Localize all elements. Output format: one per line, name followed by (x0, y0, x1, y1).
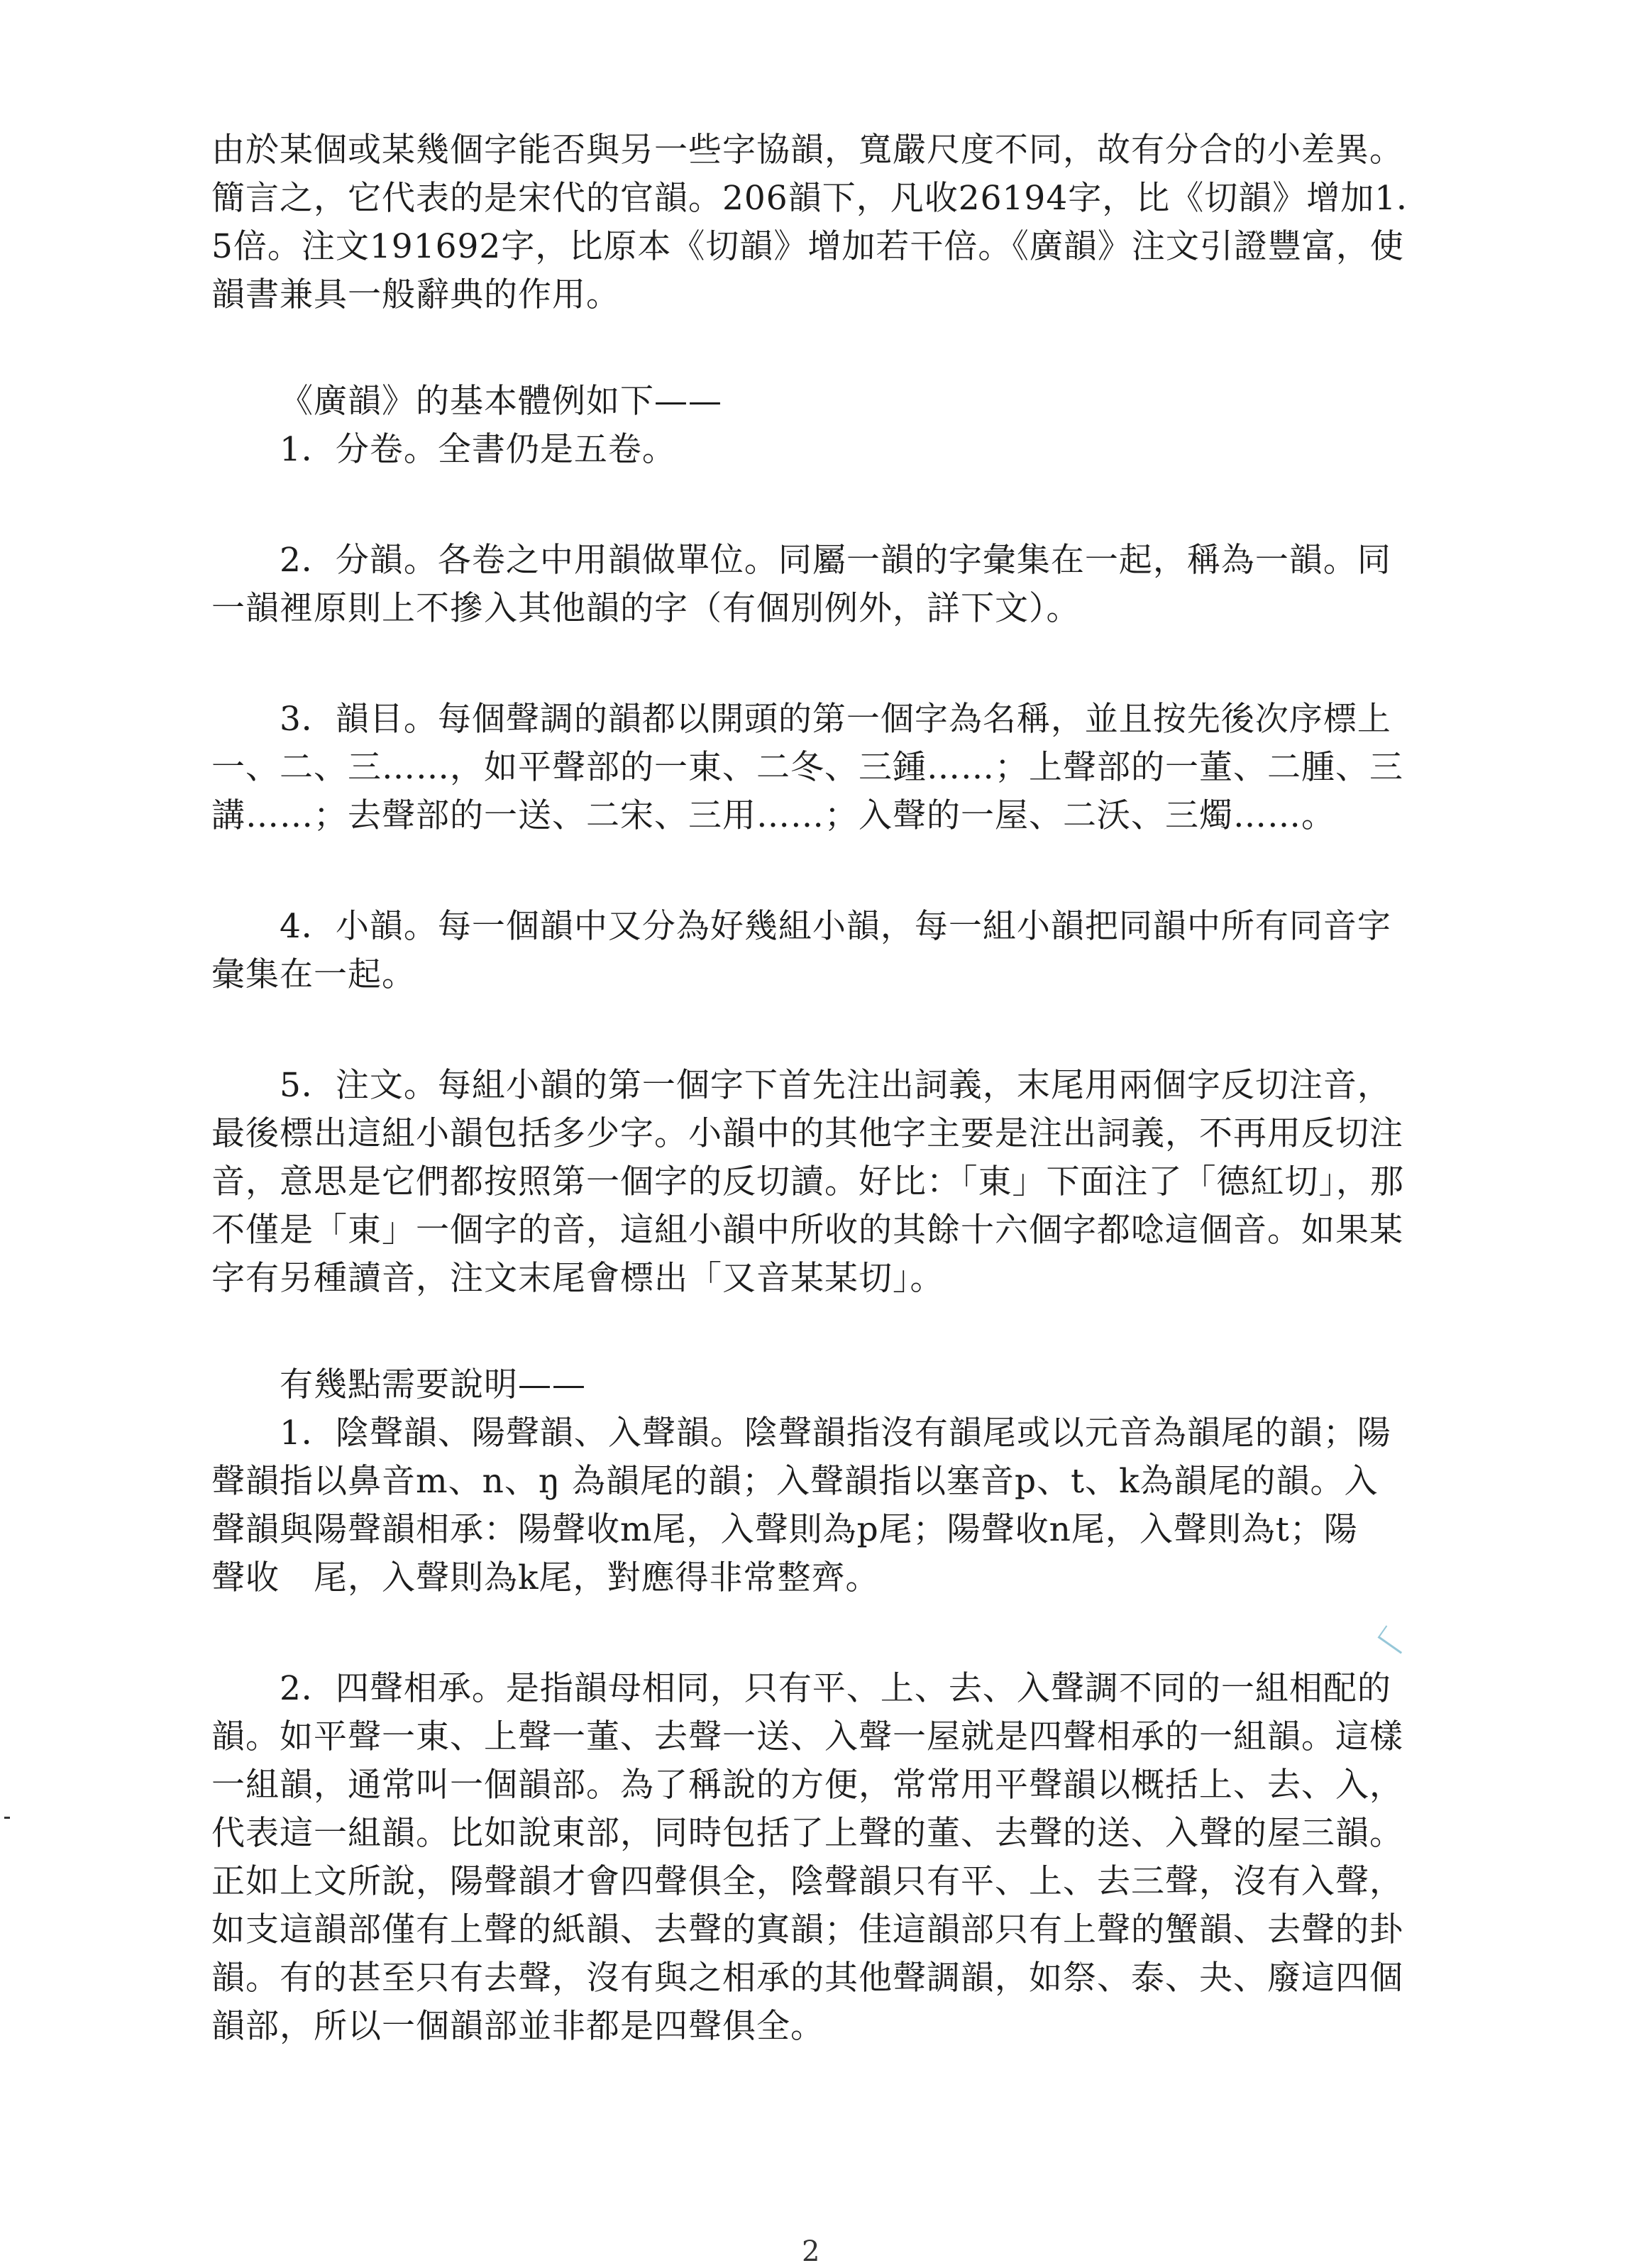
text-line: 一組韻，通常叫一個韻部。為了稱說的方便，常常用平聲韻以概括上、去、入， (211, 1766, 1403, 1805)
text-line: 韻。有的甚至只有去聲，沒有與之相承的其他聲調韻，如祭、泰、夬、廢這四個 (211, 1959, 1403, 1998)
text-line: 1．陰聲韻、陽聲韻、入聲韻。陰聲韻指沒有韻尾或以元音為韻尾的韻；陽 (280, 1414, 1391, 1453)
section-heading: 有幾點需要說明—— (280, 1365, 586, 1404)
text-line: 講……；去聲部的一送、二宋、三用……；入聲的一屋、二沃、三燭……。 (211, 796, 1335, 835)
margin-mark (4, 1817, 10, 1819)
text-line: 2．四聲相承。是指韻母相同，只有平、上、去、入聲調不同的一組相配的 (280, 1669, 1391, 1708)
page-number: 2 (802, 2235, 820, 2268)
text-line: 韻書兼具一般辭典的作用。 (211, 275, 620, 314)
text-line: 一韻裡原則上不摻入其他韻的字（有個別例外，詳下文）。 (211, 589, 1081, 628)
text-line: 一、二、三……，如平聲部的一東、二冬、三鍾……；上聲部的一董、二腫、三 (211, 748, 1403, 787)
text-line: 如支這韻部僅有上聲的紙韻、去聲的寘韻；佳這韻部只有上聲的蟹韻、去聲的卦 (211, 1910, 1403, 1949)
text-line: 不僅是「東」一個字的音，這組小韻中所收的其餘十六個字都唸這個音。如果某 (211, 1211, 1403, 1250)
text-line: 字有另種讀音，注文末尾會標出「又音某某切」。 (211, 1259, 944, 1298)
text-line: 正如上文所說，陽聲韻才會四聲俱全，陰聲韻只有平、上、去三聲，沒有入聲， (211, 1862, 1403, 1901)
document-body (211, 126, 1439, 2051)
text-line: 4．小韻。每一個韻中又分為好幾組小韻，每一組小韻把同韻中所有同音字 (280, 907, 1391, 946)
text-line: 2．分韻。各卷之中用韻做單位。同屬一韻的字彙集在一起，稱為一韻。同 (280, 541, 1391, 580)
text-line: 聲韻指以鼻音m、n、ŋ 為韻尾的韻；入聲韻指以塞音p、t、k為韻尾的韻。入 (211, 1462, 1379, 1501)
text-line: 聲韻與陽聲韻相承：陽聲收m尾，入聲則為p尾；陽聲收n尾，入聲則為t；陽 (211, 1510, 1358, 1549)
text-line: 聲收 尾，入聲則為k尾，對應得非常整齊。 (211, 1558, 880, 1597)
text-line: 音，意思是它們都按照第一個字的反切讀。好比：「東」下面注了「德紅切」，那 (211, 1162, 1404, 1201)
text-line: 5．注文。每組小韻的第一個字下首先注出詞義，末尾用兩個字反切注音， (280, 1066, 1391, 1105)
text-line: 3．韻目。每個聲調的韻都以開頭的第一個字為名稱，並且按先後次序標上 (280, 700, 1391, 739)
text-line: 由於某個或某幾個字能否與另一些字協韻，寬嚴尺度不同，故有分合的小差異。 (211, 131, 1403, 170)
text-line: 5倍。注文191692字，比原本《切韻》增加若干倍。《廣韻》注文引證豐富，使 (211, 227, 1404, 266)
text-line: 1．分卷。全書仍是五卷。 (280, 430, 676, 469)
section-heading: 《廣韻》的基本體例如下—— (280, 382, 722, 421)
text-line: 最後標出這組小韻包括多少字。小韻中的其他字主要是注出詞義，不再用反切注 (211, 1114, 1403, 1153)
text-line: 簡言之，它代表的是宋代的官韻。206韻下，凡收26194字，比《切韻》增加1． (211, 179, 1431, 218)
text-line: 代表這一組韻。比如說東部，同時包括了上聲的董、去聲的送、入聲的屋三韻。 (211, 1814, 1403, 1853)
text-line: 韻部，所以一個韻部並非都是四聲俱全。 (211, 2007, 824, 2046)
text-line: 彙集在一起。 (211, 955, 416, 994)
text-line: 韻。如平聲一東、上聲一董、去聲一送、入聲一屋就是四聲相承的一組韻。這樣 (211, 1717, 1403, 1756)
